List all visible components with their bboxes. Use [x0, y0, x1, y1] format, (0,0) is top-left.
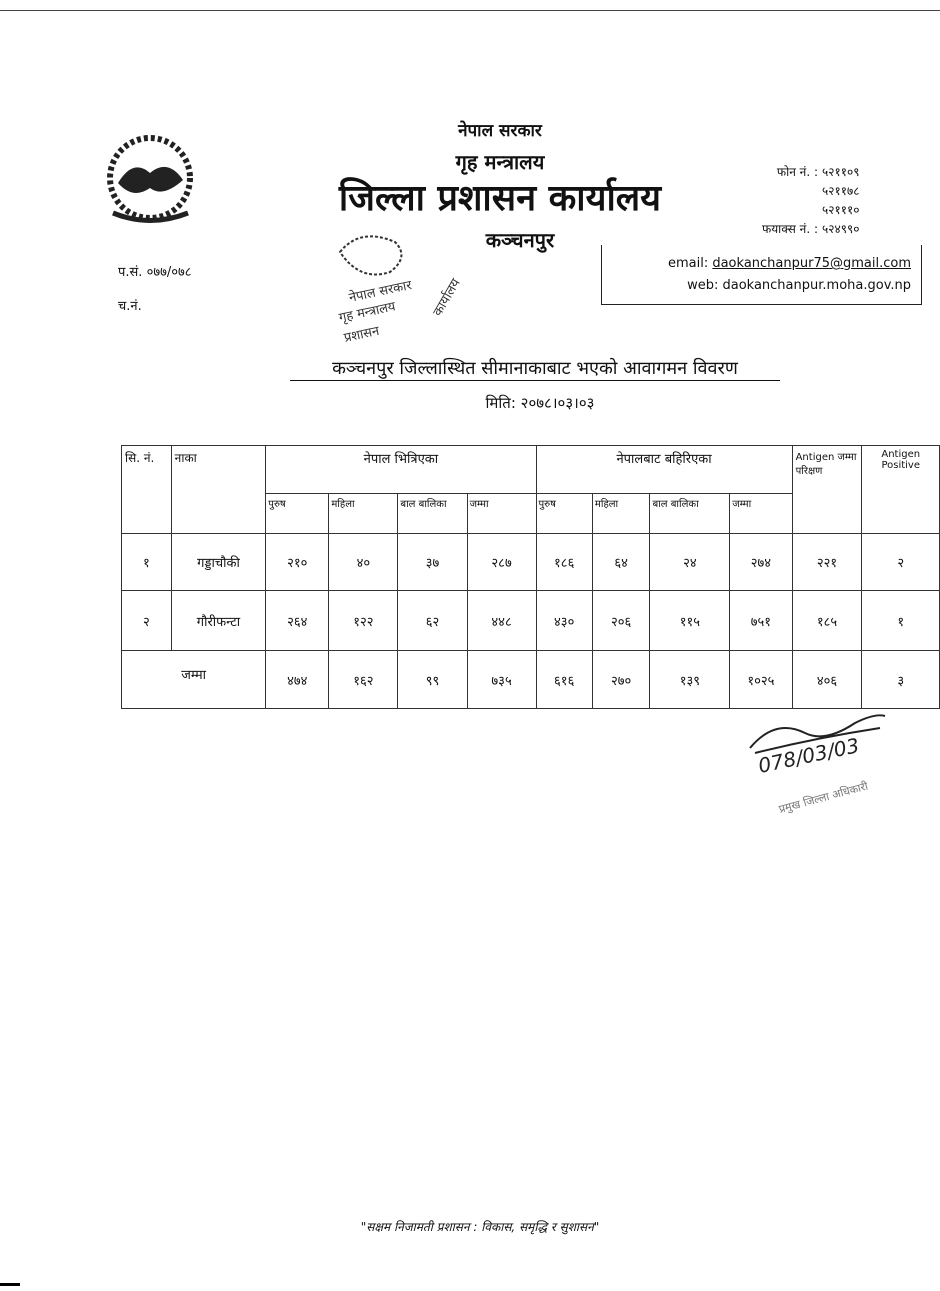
phone-number: ५२१११० [822, 203, 860, 217]
total-in-children: ९९ [398, 651, 467, 709]
total-out-female: २७० [592, 651, 650, 709]
subheader-children: बाल बालिका [398, 494, 467, 534]
fax-number: ५२४९९० [822, 222, 860, 236]
total-in-total: ७३५ [467, 651, 536, 709]
cell-in-male: २६४ [266, 591, 329, 651]
cell-tested: १८५ [792, 591, 862, 651]
cell-positive: २ [862, 534, 940, 591]
email-link[interactable]: daokanchanpur75@gmail.com [712, 256, 911, 271]
report-title: कञ्चनपुर जिल्लास्थित सीमानाकाबाट भएको आवागमन विवरण [290, 356, 780, 381]
cell-in-total: २८७ [467, 534, 536, 591]
svg-text:प्रशासन: प्रशासन [342, 323, 381, 346]
govt-name: नेपाल सरकार [458, 121, 542, 141]
total-out-male: ६१६ [536, 651, 592, 709]
border-movement-table [121, 445, 940, 709]
email-label: email: [667, 256, 709, 271]
dispatch-number: च.नं. [118, 299, 142, 314]
cell-out-male: ४३० [536, 591, 592, 651]
svg-text:नेपाल सरकार: नेपाल सरकार [347, 277, 414, 306]
subheader-male: पुरुष [266, 494, 329, 534]
scan-mark [0, 1283, 20, 1286]
cell-in-children: ३७ [398, 534, 467, 591]
office-name: जिल्ला प्रशासन कार्यालय [338, 178, 662, 219]
header-naka: नाका [171, 446, 266, 534]
cell-tested: २२१ [792, 534, 862, 591]
reference-number: प.सं. ०७७/०७८ [118, 265, 192, 280]
total-in-female: १६२ [329, 651, 398, 709]
cell-naka: गौरीफन्टा [171, 591, 266, 651]
header-antigen-positive: Antigen Positive [862, 446, 940, 534]
subheader-male: पुरुष [536, 494, 592, 534]
subheader-female: महिला [592, 494, 650, 534]
cell-in-female: ४० [329, 534, 398, 591]
cell-naka: गड्डाचौकी [171, 534, 266, 591]
cell-out-male: १८६ [536, 534, 592, 591]
svg-text:कार्यालय: कार्यालय [430, 276, 464, 319]
total-positive: ३ [862, 651, 940, 709]
footer-motto: "सक्षम निजामती प्रशासन : विकास, समृद्धि र सुशासन" [360, 1220, 600, 1234]
subheader-total: जम्मा [467, 494, 536, 534]
ministry-name: गृह मन्त्रालय [455, 150, 545, 174]
cell-sn: २ [122, 591, 172, 651]
cell-out-total: २७४ [730, 534, 792, 591]
subheader-female: महिला [329, 494, 398, 534]
phone-number: ५२११७८ [822, 184, 860, 198]
phone-label: फोन नं. : [776, 165, 818, 179]
table-row [122, 534, 940, 591]
report-date: मिति: २०७८।०३।०३ [485, 394, 595, 412]
header-sn: सि. नं. [122, 446, 172, 534]
table-row [122, 591, 940, 651]
svg-text:गृह मन्त्रालय: गृह मन्त्रालय [337, 299, 397, 326]
cell-in-female: १२२ [329, 591, 398, 651]
cell-out-total: ७५१ [730, 591, 792, 651]
contact-box [601, 245, 922, 305]
subheader-children: बाल बालिका [650, 494, 730, 534]
scan-top-line [0, 10, 940, 11]
district-name: कञ्चनपुर [485, 228, 555, 252]
cell-positive: १ [862, 591, 940, 651]
web-label: web: [687, 278, 719, 293]
cell-sn: १ [122, 534, 172, 591]
signature-stamp: प्रमुख जिल्ला अधिकारी [777, 779, 870, 816]
cell-out-female: २०६ [592, 591, 650, 651]
total-in-male: ४७४ [266, 651, 329, 709]
cell-out-children: ११५ [650, 591, 730, 651]
handwritten-signature [735, 708, 905, 818]
header-exited: नेपालबाट बहिरिएका [536, 446, 792, 494]
cell-out-female: ६४ [592, 534, 650, 591]
phone-number: ५२११०९ [822, 165, 860, 179]
web-link[interactable]: daokanchanpur.moha.gov.np [722, 278, 911, 293]
nepal-emblem-logo [93, 128, 208, 228]
signature-date: 078/03/03 [756, 733, 862, 778]
cell-out-children: २४ [650, 534, 730, 591]
subheader-total: जम्मा [730, 494, 792, 534]
office-seal-stamp [300, 222, 485, 362]
cell-in-total: ४४८ [467, 591, 536, 651]
phone-block [740, 163, 930, 239]
cell-in-children: ६२ [398, 591, 467, 651]
header-antigen-total: Antigen जम्मा परिक्षण [792, 446, 862, 534]
total-out-total: १०२५ [730, 651, 792, 709]
header-entered: नेपाल भित्रिएका [266, 446, 536, 494]
total-out-children: १३९ [650, 651, 730, 709]
total-tested: ४०६ [792, 651, 862, 709]
fax-label: फयाक्स नं. : [761, 222, 818, 236]
cell-in-male: २१० [266, 534, 329, 591]
total-label: जम्मा [122, 651, 266, 709]
table-total-row [122, 651, 940, 709]
